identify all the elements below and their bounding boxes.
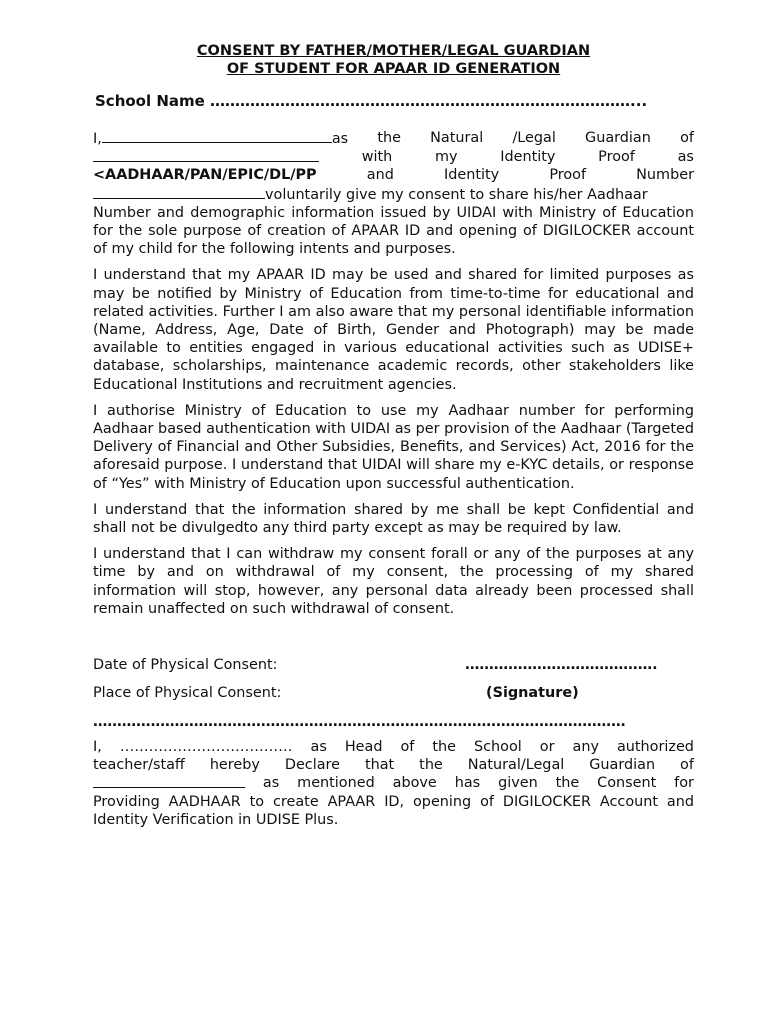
word: Guardian [585, 130, 651, 146]
word: Proof [549, 167, 587, 184]
word: above [392, 775, 437, 792]
word: School [473, 739, 522, 756]
consent-document [93, 42, 694, 829]
word: of [680, 757, 694, 774]
place-of-consent-label: Place of Physical Consent: [93, 685, 282, 702]
word: given [498, 775, 538, 792]
word: Proof [598, 149, 635, 166]
document-title [93, 42, 694, 78]
guardian-declaration-paragraph [93, 129, 694, 258]
decl-rest: Providing AADHAAR to create APAAR ID, opening of DIGILOCKER Account and Identity Verification in UDISE Plus. [93, 793, 694, 828]
para1-line-3 [93, 166, 694, 184]
proof-number-blank[interactable] [93, 185, 265, 199]
student-name-blank[interactable] [93, 148, 319, 162]
head-name-dots[interactable]: ……………………………… [119, 739, 293, 756]
word: and [366, 167, 394, 184]
signature-dots[interactable]: …………………………………. [465, 657, 658, 674]
title-line-2: OF STUDENT FOR APAAR ID GENERATION [226, 61, 561, 77]
word: has [454, 775, 481, 792]
place-of-consent-row [93, 684, 694, 702]
aadhaar-authentication-paragraph: I authorise Ministry of Education to use my Aadhaar number for performing Aadhaar based authentication with UIDAI as per provision of the Aadhaar (Targeted Delivery of Financial and Other Subsidies, Benefits, and Services) Act, 2016 for the aforesaid purpose. I understand that UIDAI will share my e-KYC details, or response of “Yes” with Ministry of Education upon successful authentication. [93, 402, 694, 492]
word: that [364, 757, 395, 774]
word: Natural [430, 130, 484, 146]
word: as [310, 739, 327, 756]
title-line-1: CONSENT BY FATHER/MOTHER/LEGAL GUARDIAN [196, 43, 591, 59]
confidentiality-paragraph: I understand that the information shared by me shall be kept Confidential and shall not be divulgedto any third party except as may be required by law. [93, 501, 694, 537]
word: authorized [616, 739, 694, 756]
word: /Legal [512, 130, 556, 146]
word: hereby [209, 757, 260, 774]
word: Head [344, 739, 383, 756]
word: any [572, 739, 599, 756]
word: as [677, 149, 694, 166]
school-name-field: School Name …………………………………………………………………………... [95, 92, 648, 110]
id-proof-types: <AADHAAR/PAN/EPIC/DL/PP [93, 167, 317, 184]
decl-line-2 [93, 756, 694, 774]
word: mentioned [297, 775, 375, 792]
word: Natural/Legal [467, 757, 565, 774]
guardian-name-blank[interactable] [102, 129, 332, 143]
word: the [377, 130, 401, 146]
word: Declare [284, 757, 340, 774]
para1-line-2 [93, 148, 694, 166]
decl-line-1 [93, 738, 694, 756]
word: Identity [500, 149, 556, 166]
word: as [331, 131, 349, 147]
word: the [555, 775, 580, 792]
para1-line-1 [93, 129, 694, 148]
para1-rest: Number and demographic information issued by UIDAI with Ministry of Education for the sole purpose of creation of APAAR ID and opening of DIGILOCKER account of my child for the following intents and purposes. [93, 204, 694, 258]
decl-line-3 [93, 774, 694, 792]
para1-line-4-text: voluntarily give my consent to share his/her Aadhaar [265, 186, 648, 203]
word: as [262, 775, 280, 792]
word: teacher/staff [93, 757, 185, 774]
word: Identity [444, 167, 500, 184]
word: I, [93, 131, 102, 147]
word: the [419, 757, 443, 774]
word: with [361, 149, 393, 166]
date-of-consent-row [93, 656, 694, 674]
guardian-name-group [93, 129, 348, 148]
para1-line-4 [93, 185, 694, 204]
signature-label: (Signature) [486, 685, 579, 702]
word: or [539, 739, 555, 756]
guardian-name-blank[interactable] [93, 774, 245, 788]
word: of [680, 130, 694, 146]
word: Number [636, 167, 694, 184]
word: my [435, 149, 458, 166]
section-separator: ………………………………………………………………………………………………… [93, 714, 626, 731]
proof-number-group [93, 185, 648, 204]
school-declaration-paragraph [93, 738, 694, 829]
word: Guardian [589, 757, 656, 774]
date-of-consent-label: Date of Physical Consent: [93, 657, 278, 674]
word: the [432, 739, 456, 756]
withdrawal-paragraph: I understand that I can withdraw my consent forall or any of the purposes at any time by and on withdrawal of my consent, the processing of my shared information will stop, however, any personal data already been processed shall remain unaffected on such withdrawal of consent. [93, 546, 694, 617]
word: for [674, 775, 694, 792]
apaar-usage-paragraph: I understand that my APAAR ID may be used and shared for limited purposes as may be notified by Ministry of Education from time-to-time for educational and related activities. Further I am also aware that my personal identifiable information (Name, Address, Age, Date of Birth, Gender and Photograph) may be made available to entities engaged in various educational activities such as UDISE+ database, scholarships, maintenance academic records, other stakeholders like Educational Institutions and recruitment agencies. [93, 267, 694, 393]
word: I, [93, 739, 102, 756]
word: Consent [597, 775, 657, 792]
word: of [400, 739, 415, 756]
